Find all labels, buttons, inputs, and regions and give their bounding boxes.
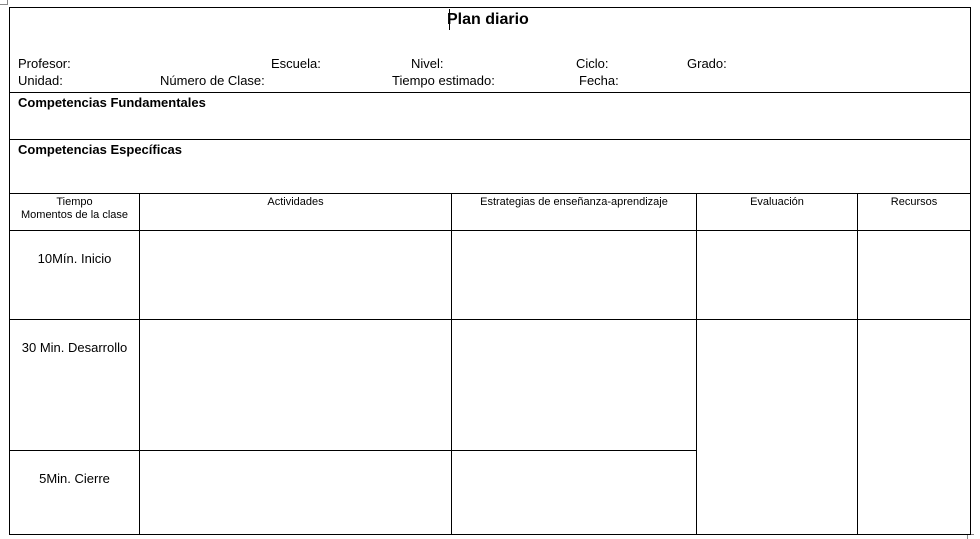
cell-actividades-inicio[interactable] — [140, 231, 451, 319]
moment-desarrollo[interactable]: 30 Min. Desarrollo — [21, 340, 128, 355]
field-profesor[interactable]: Profesor: — [18, 56, 71, 71]
cell-evaluacion-inicio[interactable] — [697, 231, 857, 319]
field-grado[interactable]: Grado: — [687, 56, 727, 71]
table-top-border — [9, 193, 971, 194]
cell-estrategias-desarrollo[interactable] — [452, 320, 696, 450]
header-tiempo-line2: Momentos de la clase — [21, 209, 128, 221]
frame-left-border — [9, 7, 10, 535]
moment-inicio[interactable]: 10Mín. Inicio — [37, 251, 112, 266]
fundamentales-divider — [9, 139, 971, 140]
header-tiempo-line1: Tiempo — [56, 196, 93, 208]
cell-estrategias-inicio[interactable] — [452, 231, 696, 319]
field-unidad[interactable]: Unidad: — [18, 73, 63, 88]
field-escuela[interactable]: Escuela: — [271, 56, 321, 71]
field-ciclo[interactable]: Ciclo: — [576, 56, 609, 71]
cell-recursos-inicio[interactable] — [858, 231, 970, 319]
field-nivel[interactable]: Nivel: — [411, 56, 444, 71]
header-estrategias[interactable]: Estrategias de enseñanza-aprendizaje — [480, 196, 668, 208]
cell-actividades-cierre[interactable] — [140, 451, 451, 534]
header-tiempo[interactable] — [10, 196, 139, 222]
field-fecha[interactable]: Fecha: — [579, 73, 619, 88]
cell-estrategias-cierre[interactable] — [452, 451, 696, 534]
field-tiempo-estimado[interactable]: Tiempo estimado: — [392, 73, 495, 88]
field-numero-de-clase[interactable]: Número de Clase: — [160, 73, 265, 88]
page-title[interactable]: Plan diario — [447, 11, 529, 28]
frame-bottom-border — [9, 534, 971, 535]
header-evaluacion[interactable]: Evaluación — [750, 196, 804, 208]
header-divider — [9, 92, 971, 93]
cell-evaluacion-desarrollo-cierre[interactable] — [697, 320, 857, 534]
cell-recursos-desarrollo-cierre[interactable] — [858, 320, 970, 534]
header-recursos[interactable]: Recursos — [890, 196, 938, 208]
header-actividades[interactable]: Actividades — [267, 196, 324, 208]
frame-top-border — [9, 7, 971, 8]
competencias-especificas-label[interactable]: Competencias Específicas — [18, 142, 183, 157]
cell-actividades-desarrollo[interactable] — [140, 320, 451, 450]
frame-right-border — [970, 7, 971, 535]
moment-cierre[interactable]: 5Min. Cierre — [39, 471, 110, 486]
page-corner-marker — [0, 0, 8, 5]
competencias-fundamentales-label[interactable]: Competencias Fundamentales — [18, 95, 206, 110]
